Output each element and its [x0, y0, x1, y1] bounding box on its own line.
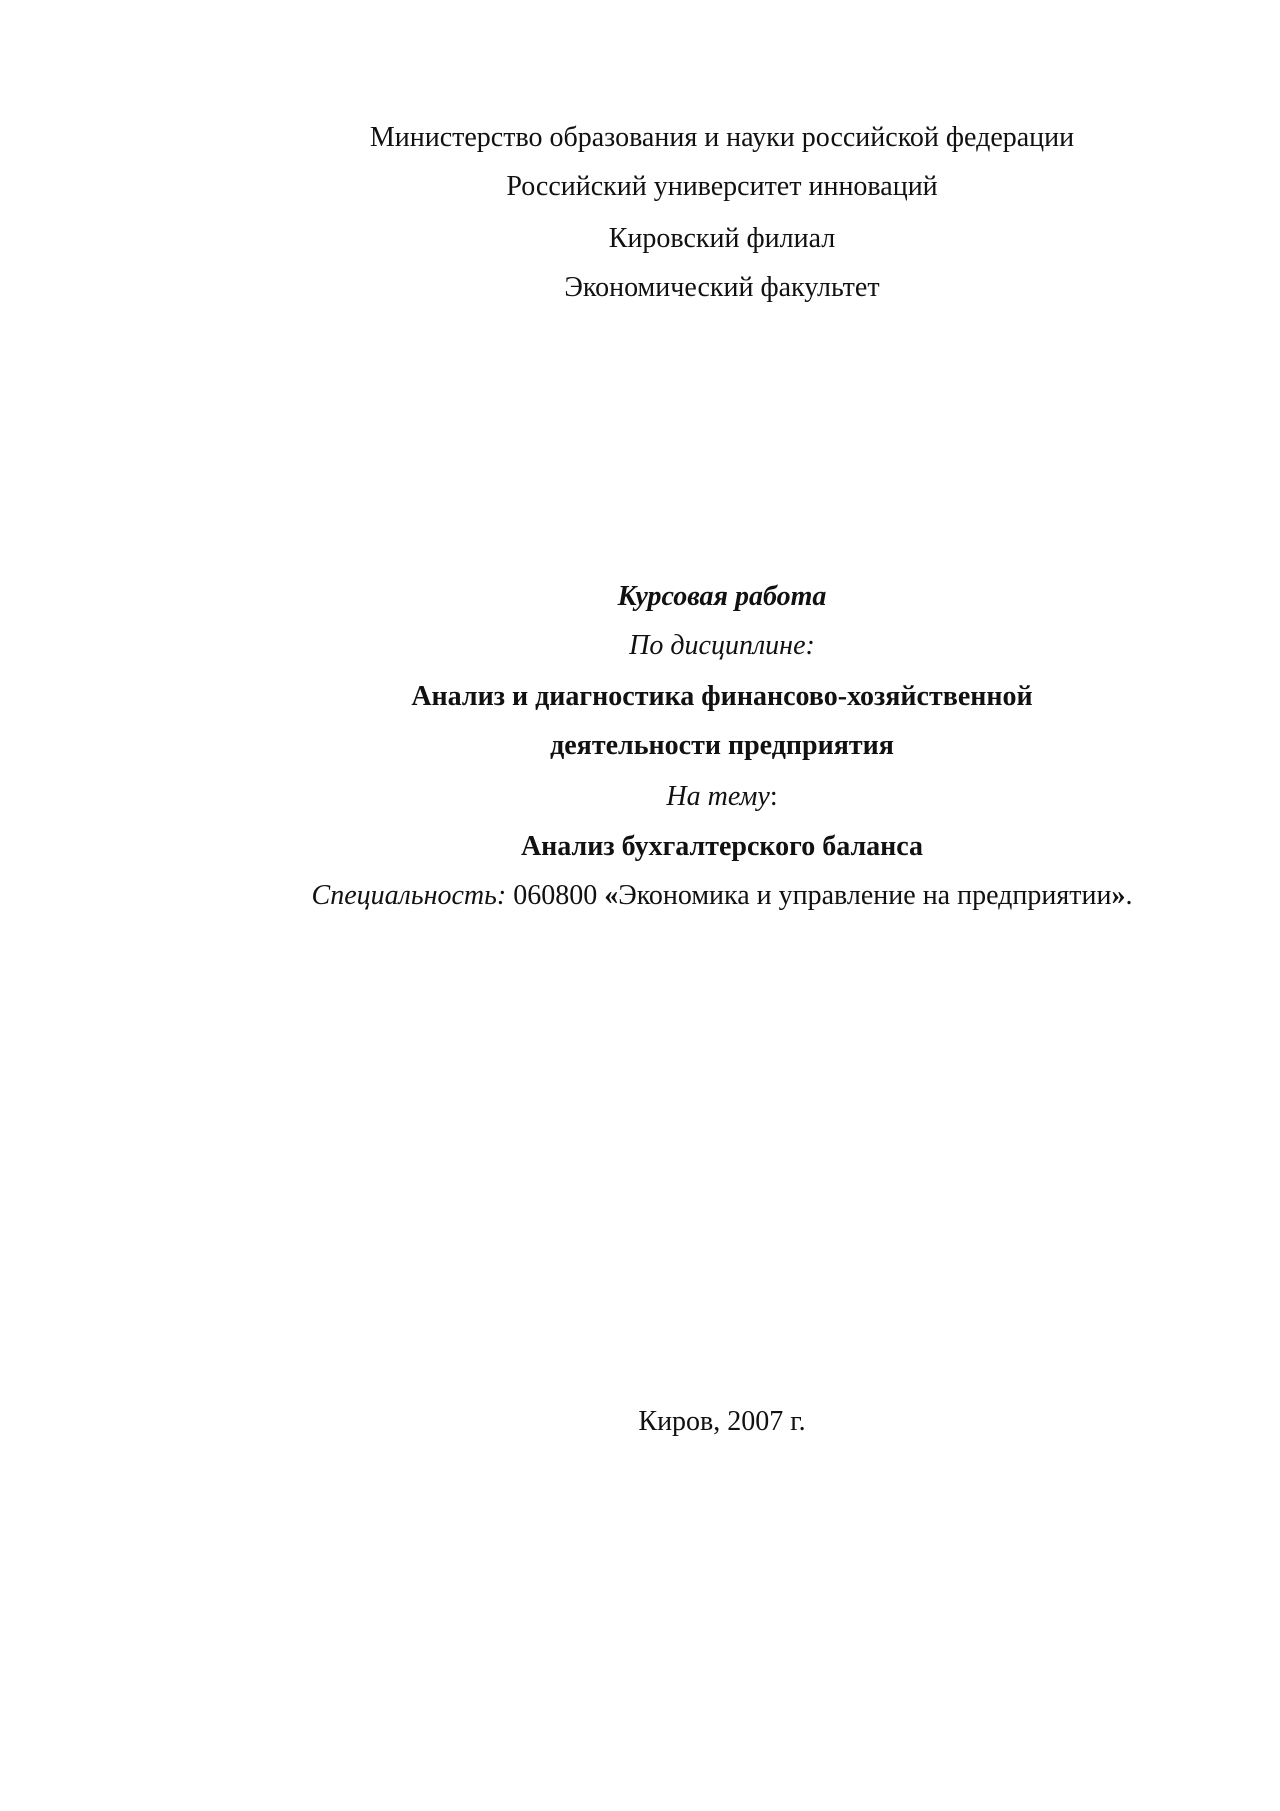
discipline-title-line-2: деятельности предприятия [550, 730, 894, 761]
city-year: Киров, 2007 г. [638, 1406, 806, 1437]
specialty-end: . [1125, 880, 1133, 911]
specialty-label: Специальность: [311, 880, 507, 911]
topic-title: Анализ бухгалтерского баланса [520, 831, 924, 862]
specialty-quote-close: » [1111, 880, 1126, 911]
discipline-title-line-1: Анализ и диагностика финансово-хозяйственной [411, 681, 1033, 712]
branch-line: Кировский филиал [608, 223, 836, 254]
faculty-line: Экономический факультет [564, 272, 880, 303]
ministry-line: Министерство образования и науки российской федерации [369, 122, 1075, 153]
topic-label-colon: : [769, 781, 778, 812]
specialty-name: Экономика и управление на предприятии [618, 880, 1112, 911]
specialty-code: 060800 [506, 880, 605, 911]
topic-label-line [82, 779, 1280, 815]
discipline-label: По дисциплине: [629, 630, 815, 661]
work-type-heading: Курсовая работа [617, 581, 827, 612]
specialty-quote-open: « [604, 880, 619, 911]
topic-label: На тему [666, 781, 770, 812]
specialty-line [82, 878, 1280, 914]
university-line: Российский университет инноваций [506, 171, 938, 202]
